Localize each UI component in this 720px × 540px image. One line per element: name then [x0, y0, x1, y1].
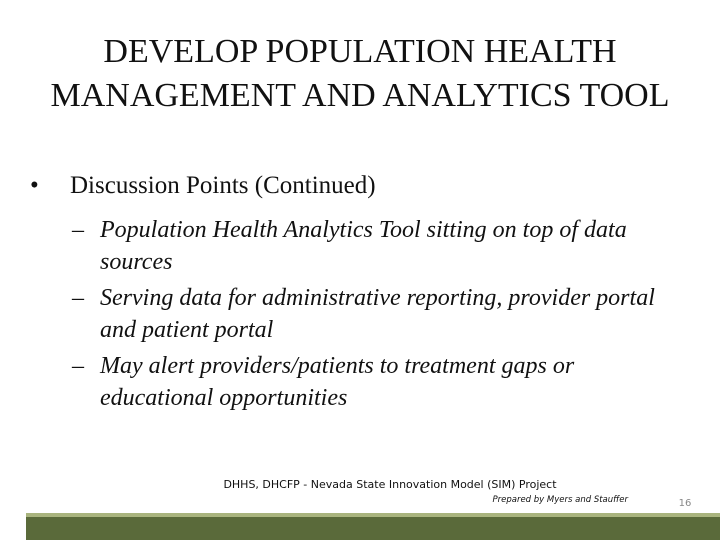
footer-bar-highlight [26, 513, 720, 517]
sub-bullet-text: Population Health Analytics Tool sitting on top of data sources [100, 217, 627, 275]
bullet-item [30, 170, 690, 202]
sub-bullet-text: May alert providers/patients to treatment gaps or educational opportunities [100, 353, 575, 411]
bullet-marker: • [30, 172, 39, 199]
footer-project-title: DHHS, DHCFP - Nevada State Innovation Model (SIM) Project [223, 478, 557, 491]
page-number: 16 [678, 498, 692, 509]
sub-bullet-marker: – [72, 217, 84, 243]
footer-prepared-by: Prepared by Myers and Stauffer [492, 495, 628, 505]
sub-bullet-list [72, 214, 692, 418]
sub-bullet-item [72, 214, 692, 278]
footer-bar [26, 513, 720, 540]
sub-bullet-item [72, 282, 692, 346]
sub-bullet-text: Serving data for administrative reporting, provider portal and patient portal [100, 285, 655, 343]
slide-title: DEVELOP POPULATION HEALTH MANAGEMENT AND ANALYTICS TOOL [50, 33, 670, 114]
bullet-text: Discussion Points (Continued) [70, 172, 376, 199]
sub-bullet-item [72, 350, 692, 414]
sub-bullet-marker: – [72, 353, 84, 379]
sub-bullet-marker: – [72, 285, 84, 311]
